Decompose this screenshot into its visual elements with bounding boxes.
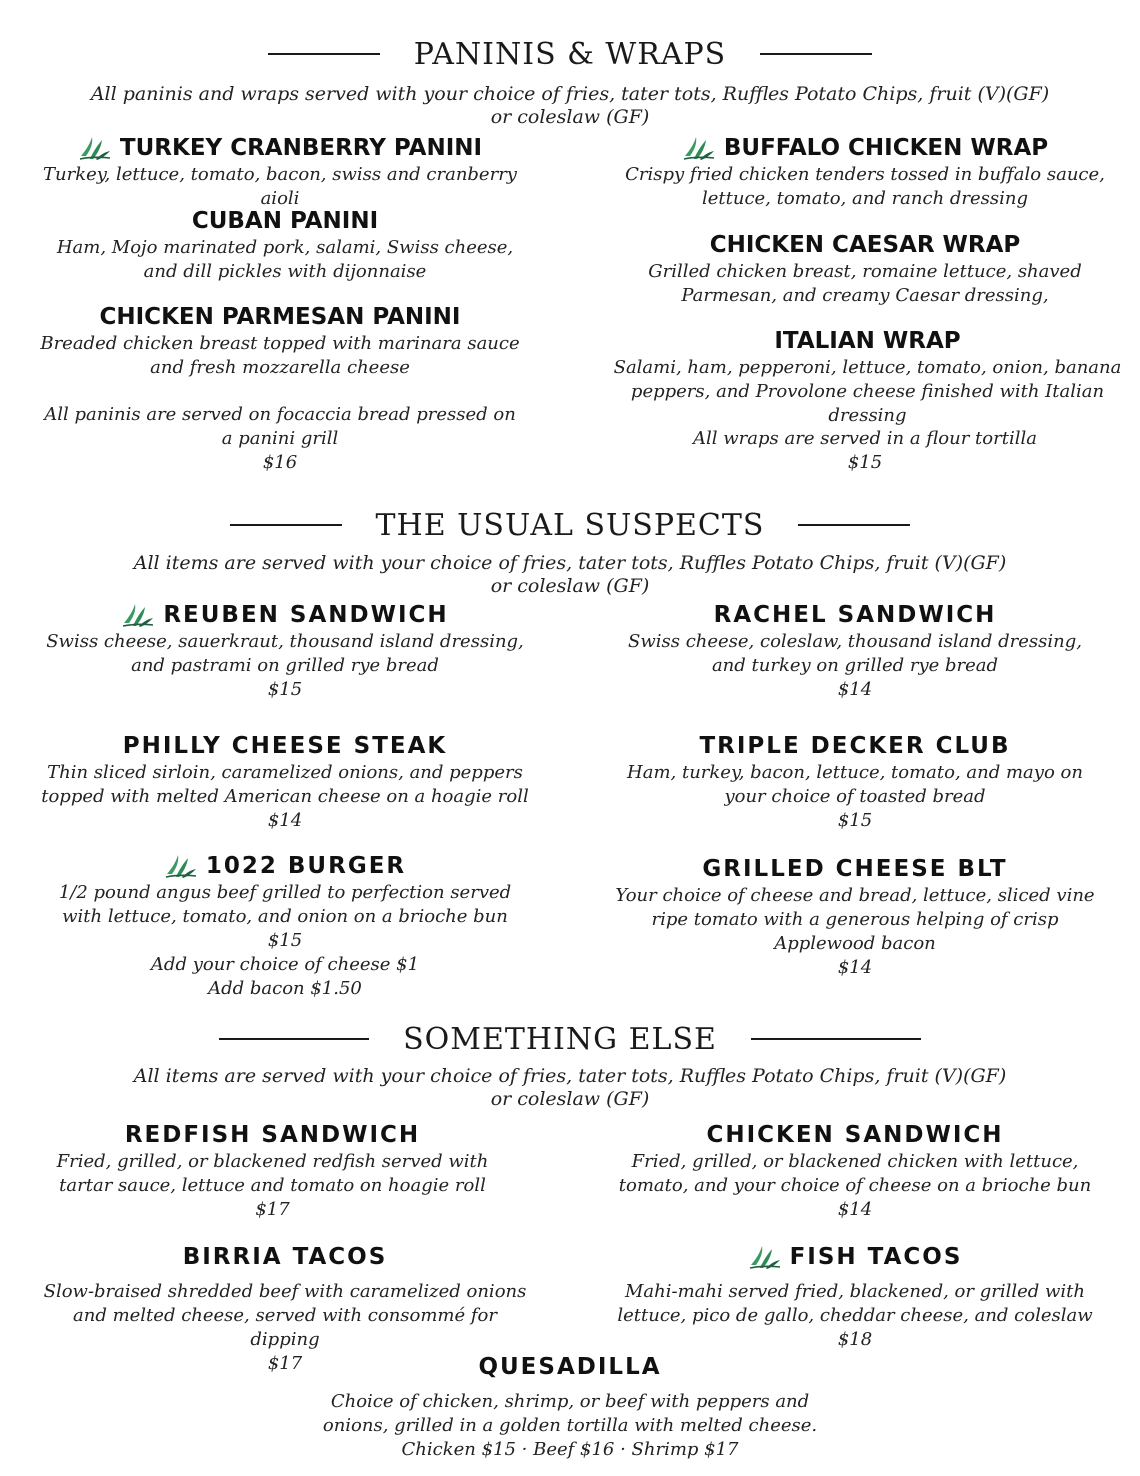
item-description: Swiss cheese, coleslaw, thousand island dressing, and turkey on grilled rye bread xyxy=(628,631,1082,676)
item-name: TRIPLE DECKER CLUB xyxy=(699,733,1011,759)
panini-footer xyxy=(40,403,520,475)
item-name: GRILLED CHEESE BLT xyxy=(702,856,1008,882)
menu-item xyxy=(610,855,1100,980)
menu-item xyxy=(30,303,530,380)
section-title: SOMETHING ELSE xyxy=(403,1021,717,1057)
menu-item xyxy=(40,732,530,833)
divider-left xyxy=(268,53,380,55)
item-name: REDFISH SANDWICH xyxy=(124,1122,421,1148)
item-description: Ham, Mojo marinated pork, salami, Swiss cheese, and dill pickles with dijonnaise xyxy=(56,237,514,282)
menu-item xyxy=(40,207,530,284)
section-title: PANINIS & WRAPS xyxy=(413,36,727,72)
item-description: Slow-braised shredded beef with caramelized onions and melted cheese, served with consommé for dipping xyxy=(43,1281,527,1350)
item-name: BUFFALO CHICKEN WRAP xyxy=(723,135,1049,161)
item-description: Ham, turkey, bacon, lettuce, tomato, and mayo on your choice of toasted bread xyxy=(627,762,1083,807)
item-name: RACHEL SANDWICH xyxy=(713,602,997,628)
item-name: REUBEN SANDWICH xyxy=(163,602,449,628)
item-description: Mahi-mahi served fried, blackened, or grilled with lettuce, pico de gallo, cheddar cheese, and coleslaw xyxy=(617,1281,1093,1326)
item-price: $14 xyxy=(837,679,873,700)
menu-item xyxy=(610,231,1120,308)
item-addon: Add bacon $1.50 xyxy=(208,978,362,999)
menu-item xyxy=(605,134,1125,211)
item-description: 1/2 pound angus beef grilled to perfection served with lettuce, tomato, and onion on a brioche bun xyxy=(58,882,512,927)
leaf-logo-icon xyxy=(748,1243,782,1271)
item-description: Crispy fried chicken tenders tossed in buffalo sauce, lettuce, tomato, and ranch dressing xyxy=(625,164,1105,209)
section-header-something-else xyxy=(0,1019,1140,1059)
item-description: Fried, grilled, or blackened redfish served with tartar sauce, lettuce and tomato on hoagie roll xyxy=(56,1151,489,1196)
item-name: 1022 BURGER xyxy=(205,853,407,879)
section-intro: All items are served with your choice of fries, tater tots, Ruffles Potato Chips, fruit (V)(GF) or coleslaw (GF) xyxy=(133,1065,1007,1110)
wrap-price: $15 xyxy=(847,452,883,473)
item-price: $14 xyxy=(267,810,303,831)
section-header-paninis-wraps xyxy=(0,34,1140,74)
item-name: FISH TACOS xyxy=(789,1244,963,1270)
menu-item xyxy=(610,732,1100,833)
item-name: CHICKEN PARMESAN PANINI xyxy=(99,304,461,330)
wrap-footer xyxy=(620,427,1110,475)
divider-left xyxy=(230,524,342,526)
divider-right xyxy=(751,1038,921,1040)
item-name: CHICKEN SANDWICH xyxy=(706,1122,1004,1148)
wrap-note: All wraps are served in a flour tortilla xyxy=(693,428,1037,449)
menu-item xyxy=(610,601,1100,702)
item-name: TURKEY CRANBERRY PANINI xyxy=(119,135,483,161)
item-price: $15 xyxy=(267,930,303,951)
item-description: Turkey, lettuce, tomato, bacon, swiss and cranberry aioli xyxy=(43,164,517,209)
item-name: CUBAN PANINI xyxy=(191,208,379,234)
leaf-logo-icon xyxy=(164,852,198,880)
item-description: Breaded chicken breast topped with marinara sauce and fresh mozzarella cheese xyxy=(40,333,520,378)
item-price: Chicken $15 · Beef $16 · Shrimp $17 xyxy=(401,1439,739,1460)
item-name: PHILLY CHEESE STEAK xyxy=(122,733,448,759)
menu-item xyxy=(605,327,1130,428)
item-price: $14 xyxy=(837,957,873,978)
leaf-logo-icon xyxy=(121,601,155,629)
divider-left xyxy=(219,1038,369,1040)
leaf-logo-icon xyxy=(682,134,716,162)
menu-item xyxy=(610,1243,1100,1352)
item-description: Salami, ham, pepperoni, lettuce, tomato, onion, banana peppers, and Provolone cheese finished with Italian dressing xyxy=(613,357,1122,426)
section-title: THE USUAL SUSPECTS xyxy=(375,507,765,543)
item-description: Fried, grilled, or blackened chicken with lettuce, tomato, and your choice of cheese on a brioche bun xyxy=(618,1151,1092,1196)
item-name: QUESADILLA xyxy=(478,1354,662,1380)
item-name: ITALIAN WRAP xyxy=(774,328,961,354)
item-price: $15 xyxy=(267,679,303,700)
section-header-usual-suspects xyxy=(0,505,1140,545)
item-price: $17 xyxy=(267,1353,303,1374)
divider-right xyxy=(798,524,910,526)
item-description: Choice of chicken, shrimp, or beef with peppers and onions, grilled in a golden tortilla with melted cheese. xyxy=(322,1391,818,1436)
item-description: Swiss cheese, sauerkraut, thousand island dressing, and pastrami on grilled rye bread xyxy=(46,631,524,676)
menu-item xyxy=(30,134,530,211)
item-description: Your choice of cheese and bread, lettuce, sliced vine ripe tomato with a generous helping of crisp Applewood bacon xyxy=(615,885,1095,954)
item-name: BIRRIA TACOS xyxy=(182,1244,388,1270)
menu-item xyxy=(40,601,530,702)
item-price: $14 xyxy=(837,1199,873,1220)
menu-item xyxy=(30,1121,515,1222)
leaf-logo-icon xyxy=(78,134,112,162)
panini-price: $16 xyxy=(262,452,298,473)
menu-item xyxy=(305,1353,835,1462)
menu-item xyxy=(40,852,530,1001)
panini-note: All paninis are served on focaccia bread pressed on a panini grill xyxy=(44,404,516,449)
item-description: Thin sliced sirloin, caramelized onions, and peppers topped with melted American cheese on a hoagie roll xyxy=(41,762,529,807)
section-intro: All items are served with your choice of fries, tater tots, Ruffles Potato Chips, fruit (V)(GF) or coleslaw (GF) xyxy=(133,552,1007,597)
item-addon: Add your choice of cheese $1 xyxy=(150,954,420,975)
item-price: $15 xyxy=(837,810,873,831)
item-price: $18 xyxy=(837,1329,873,1350)
section-intro: All paninis and wraps served with your choice of fries, tater tots, Ruffles Potato Chips, fruit (V)(GF) or coleslaw (GF) xyxy=(90,83,1050,128)
item-price: $17 xyxy=(255,1199,290,1220)
item-name: CHICKEN CAESAR WRAP xyxy=(709,232,1021,258)
item-description: Grilled chicken breast, romaine lettuce, shaved Parmesan, and creamy Caesar dressing, xyxy=(648,261,1082,306)
menu-item xyxy=(600,1121,1110,1222)
divider-right xyxy=(760,53,872,55)
